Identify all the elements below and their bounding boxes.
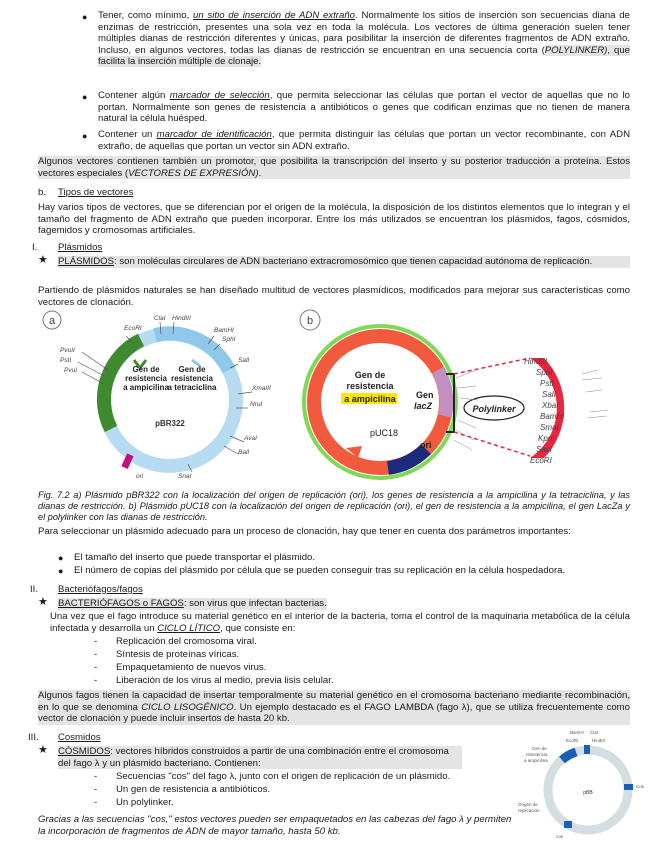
text: . Un ejemplo destacado es el FAGO LAMBDA (fago λ), que se utiliza frecuentemente como vector de clonación y puede incluir insertos de hasta 20 kb. (38, 701, 630, 725)
plasmidos-paragraph: Partiendo de plásmidos naturales se han diseñado multitud de vectores plasmídicos, modificados para mejorar sus características como vectores de clonación. (38, 285, 630, 308)
site-label: SacI (536, 445, 553, 454)
site-label: BalI (238, 449, 250, 456)
cosmid-name: pBB (583, 790, 593, 796)
site-label: PstI (540, 379, 554, 388)
text: Tener, como mínimo, (98, 10, 194, 21)
star-icon: ★ (38, 596, 48, 608)
cosmido-item: Secuencias "cos" del fago λ, junto con el origen de replicación de un plásmido. (116, 771, 451, 782)
tet-label-2: resistencia (171, 374, 213, 383)
figure-pbr322 (42, 308, 290, 480)
text: Algunos fagos tienen la capacidad de insertar temporalmente su material genético en el cromosoma bacteriano mediante recombinación, en lo que se denomina (38, 690, 630, 713)
text: . (258, 167, 262, 179)
fagos-paragraph (50, 611, 630, 634)
emphasis: POLYLINKER) (544, 44, 608, 56)
cosmid-label: ClaI (590, 730, 599, 735)
ori-label: ori (136, 473, 144, 480)
bullet-identification-marker (98, 129, 630, 152)
cosmid-mark (564, 821, 572, 828)
amp-label-1: Gen de (354, 370, 386, 380)
section-II-title: Bacteriófagos/fagos (58, 584, 143, 595)
text: , que facilita la inserción múltiple de clonaje. (98, 44, 630, 68)
star-icon: ★ (38, 744, 48, 756)
site-label: XbaI (542, 401, 559, 410)
site-label: SmaI (540, 423, 559, 432)
cosmid-label: Origen de (518, 802, 538, 807)
section-b-number: b. (38, 187, 47, 198)
bullet-dot: ● (82, 92, 88, 102)
site-label: SphI (222, 336, 236, 343)
site-label: ClaI (154, 315, 166, 322)
term: BACTERIÓFAGOS o FAGOS (58, 598, 184, 609)
section-b-title: Tipos de vectores (58, 187, 134, 198)
cosmido-item: Un gen de resistencia a antibióticos. (116, 784, 271, 795)
site-label: EcoRI (124, 325, 142, 332)
ori-label: ori (420, 440, 432, 450)
cosmid-mark (562, 752, 576, 760)
site-label: XmaIII (252, 385, 271, 392)
section-III-number: III. (28, 732, 39, 743)
emphasis: VECTORES DE EXPRESIÓN) (128, 167, 259, 179)
site-label: SphI (536, 368, 553, 377)
litico-step: Síntesis de proteínas víricas. (116, 649, 240, 660)
cosmid-mark (584, 745, 590, 754)
amp-label-3: a ampicilina (344, 394, 396, 404)
term: un sitio de inserción de ADN extraño (193, 10, 356, 21)
site-label: SnaI (178, 473, 192, 480)
cosmid-label: BamHI (570, 730, 584, 735)
site-label: PstI (60, 357, 72, 364)
text: : son virus que infectan bacterias. (183, 598, 327, 609)
section-I-number: I. (32, 242, 38, 253)
dash-marker: - (94, 636, 98, 647)
emphasis: CICLO LÍTICO (157, 622, 221, 634)
polylinker-label: Polylinker (472, 404, 516, 414)
tet-label-3: a tetraciclina (167, 383, 217, 392)
cosmid-label: Gen de (532, 746, 547, 751)
site-label: SalI (542, 390, 556, 399)
text: , que permita seleccionar las células que portan el vector de aquellas que no lo portan. Normalmente son genes de resistencia a antibióticos o genes que codifican enzimas que no tienen de manera natural la célula huésped. (98, 90, 630, 125)
litico-step: Liberación de los virus al medio, previa lisis celular. (116, 675, 334, 686)
figure-letter: a (48, 315, 56, 327)
cosmido-item: Un polylinker. (116, 797, 174, 808)
figure-cosmid (512, 728, 652, 846)
cosmid-label: resistencia (526, 752, 548, 757)
bullet-dot: ● (58, 553, 64, 563)
figure-letter: b (306, 315, 314, 327)
cosmid-label: replicación (518, 808, 540, 813)
plasmid-name: pBR322 (155, 419, 185, 428)
cosmid-label: EcoRI (566, 738, 579, 743)
plasmidos-definition (58, 256, 630, 268)
term: marcador de identificación (156, 129, 272, 140)
text: Contener un (98, 129, 157, 140)
bullet-selection-marker (98, 90, 630, 125)
plasmid-name: pUC18 (369, 428, 399, 438)
param-paragraph: Para seleccionar un plásmido adecuado para un proceso de clonación, hay que tener en cuenta dos parámetros importantes: (38, 526, 571, 537)
site-label: HindIII (524, 357, 548, 366)
bullet-dot: ● (82, 12, 88, 22)
site-label: SalI (238, 357, 250, 364)
site-label: PvuI (64, 367, 78, 374)
litico-step: Replicación del cromosoma viral. (116, 636, 257, 647)
bullet-dot: ● (58, 566, 64, 576)
cosmidos-definition (58, 746, 462, 769)
text: Algunos vectores contienen también un promotor, que posibilita la transcripción del inserto y su posterior traducción a proteína. Estos vectores especiales ( (38, 156, 630, 179)
dash-marker: - (94, 784, 98, 795)
cosmid-mark (624, 784, 633, 790)
figure-caption: Fig. 7.2 a) Plásmido pBR322 con la localización del origen de replicación (ori), los genes de resistencia a la ampicilina y la tetraciclina, y las dianas de restricción. b) Plásmido pUC18 con la localización del origen de replicación (ori), el gen de resistencia a la ampicilina, el gen LacZa y el polylinker con las dianas de restricción. (38, 490, 630, 522)
dash-marker: - (94, 662, 98, 673)
fagos-definition (58, 598, 327, 610)
term: PLÁSMIDOS (58, 256, 114, 267)
lacz-label-1: Gen (416, 390, 434, 400)
section-II-number: II. (30, 584, 38, 595)
dash-marker: - (94, 649, 98, 660)
text: , que consiste en: (220, 622, 296, 634)
cosmid-label: a ampicilina (524, 758, 548, 763)
param-bullet: El tamaño del inserto que puede transportar el plásmido. (74, 552, 316, 563)
lisogenico-paragraph (38, 690, 630, 725)
text: , que permita distinguir las células que portan un vector recombinante, con ADN extraño, de aquellas que portan un vector sin ADN extraño. (98, 129, 630, 152)
amp-label-2: resistencia (125, 374, 167, 383)
param-bullet: El número de copias del plásmido por célula que se pueden conseguir tras su replicación en la célula hospedadora. (74, 565, 566, 576)
text: : vectores híbridos construidos a partir de una combinación entre el cromosoma del fago λ y un plásmido bacteriano. Contienen: (58, 746, 449, 769)
site-label: BamHI (540, 412, 565, 421)
lacz-label-2: lacZ (414, 401, 433, 411)
figure-puc18 (298, 308, 646, 486)
cosmidos-final-paragraph: Gracias a las secuencias "cos," estos vectores pueden ser empaquetados en las cabezas del fago λ y permiten la incorporación de fragmentos de ADN de mayor tamaño, hasta 50 kb. (38, 814, 512, 837)
text: Contener algún (98, 90, 170, 101)
site-label: KpnI (538, 434, 555, 443)
text: : son moléculas circulares de ADN bacteriano extracromosómico que tienen capacidad autónoma de replicación. (113, 256, 593, 267)
dash-marker: - (94, 797, 98, 808)
star-icon: ★ (38, 254, 48, 266)
cosmid-label: cos (556, 834, 564, 839)
amp-label-3: a ampicilina (123, 383, 169, 392)
dash-marker: - (94, 771, 98, 782)
text: . Normalmente los sitios de inserción son secuencias diana de enzimas de restricción, presentes una sola vez en toda la molécula. Los vectores de última generación suelen tener múltiples dianas de restricción diferentes y únicas, para posibilitar la inserción de diferentes fragmentos de ADN extraño. Incluso, en algunos vectores, todas las dianas de restricción se encuentran en una secuencia corta ( (98, 10, 630, 56)
site-label: PvuII (60, 347, 75, 354)
site-label: AvaI (244, 435, 257, 442)
dash-marker: - (94, 675, 98, 686)
section-III-title: Cosmidos (58, 732, 101, 743)
promotor-paragraph (38, 156, 630, 179)
term: CÓSMIDOS (58, 746, 111, 757)
amp-label-2: resistencia (346, 381, 394, 391)
section-I-title: Plásmidos (58, 242, 103, 253)
amp-label-1: Gen de (132, 365, 160, 374)
bullet-dot: ● (82, 131, 88, 141)
site-label: HindIII (172, 315, 191, 322)
term: marcador de selección (169, 90, 270, 101)
tipos-paragraph: Hay varios tipos de vectores, que se diferencian por el origen de la molécula, la disposición de los distintos elementos que lo integran y el tamaño del fragmento de ADN extraño que pueden incorporar. Entre los más utilizados se encuentran los plásmidos, fagos, cósmidos, fagemidos y cromosomas artificiales. (38, 202, 630, 237)
tet-label-1: Gen de (178, 365, 206, 374)
bullet-insertion-site (98, 10, 630, 68)
litico-step: Empaquetamiento de nuevos virus. (116, 662, 267, 673)
site-label: EcoRI (530, 456, 552, 465)
lacz-arc (438, 370, 446, 416)
text: Una vez que el fago introduce su material genético en el interior de la bacteria, toma el control de la maquinaria metabólica de la célula infectada y desarrolla un (50, 611, 630, 634)
cosmid-label: Cos (636, 784, 645, 789)
emphasis: CICLO LISOGÉNICO (141, 701, 234, 713)
site-label: NruI (250, 401, 263, 408)
cosmid-label: HindIII (592, 738, 606, 743)
site-label: BamHI (214, 327, 234, 334)
